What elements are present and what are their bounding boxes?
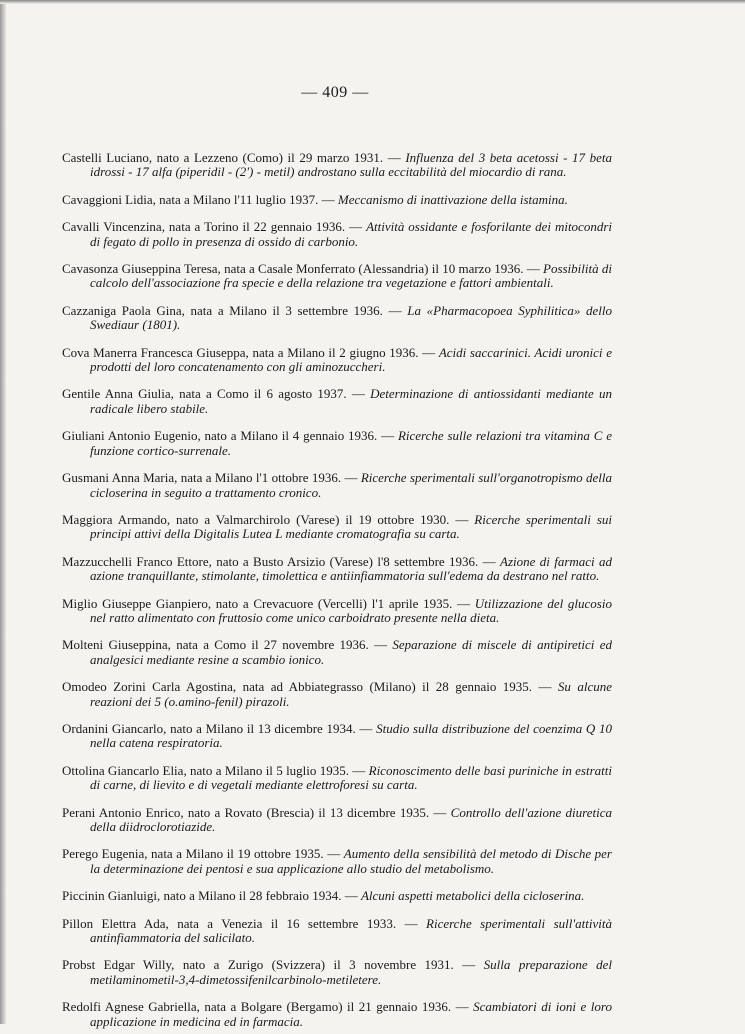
entry-author: Perego Eugenia, nata a Milano il 19 ottobre 1935. — xyxy=(62,846,344,862)
list-item xyxy=(62,471,612,500)
entry-title: Attività ossidante e fosforilante dei mitocondri di fegato di pollo in presenza di ossido di carbonio. xyxy=(90,219,612,249)
list-item xyxy=(62,722,612,751)
entry-title: Riconoscimento delle basi puriniche in estratti di carne, di lievito e di vegetali mediante elettroforesi su carta. xyxy=(90,762,612,793)
entry-author: Perani Antonio Enrico, nato a Rovato (Brescia) il 13 dicembre 1935. — xyxy=(62,804,451,820)
entry-author: Omodeo Zorini Carla Agostina, nata ad Abbiategrasso (Milano) il 28 gennaio 1935. — xyxy=(62,679,558,695)
entry-title: Separazione di miscele di antipiretici ed analgesici mediante resine a scambio ionico. xyxy=(90,637,612,667)
list-item xyxy=(62,513,612,542)
list-item xyxy=(62,262,612,291)
entry-author: Cazzaniga Paola Gina, nata a Milano il 3 settembre 1936. — xyxy=(62,302,408,318)
list-item xyxy=(62,597,612,626)
list-item xyxy=(62,638,612,667)
entry-author: Castelli Luciano, nato a Lezzeno (Como) il 29 marzo 1931. — xyxy=(62,150,406,165)
list-item xyxy=(62,429,612,458)
list-item xyxy=(62,847,612,876)
entry-author: Pillon Elettra Ada, nata a Venezia il 16 settembre 1933. — xyxy=(62,915,427,931)
entry-author: Probst Edgar Willy, nato a Zurigo (Svizzera) il 3 novembre 1931. — xyxy=(62,957,484,973)
entry-author: Cavaggioni Lidia, nata a Milano l'11 luglio 1937. — xyxy=(62,191,338,207)
entry-title: La «Pharmacopoea Syphilitica» dello Swediaur (1801). xyxy=(90,302,612,333)
entry-title: Sulla preparazione del metilaminometil-3,4-dimetossifenilcarbinolo-metiletere. xyxy=(90,957,612,987)
entry-title: Ricerche sperimentali sull'organotropismo della cicloserina in seguito a trattamento cronico. xyxy=(90,470,612,500)
entry-author: Gentile Anna Giulia, nata a Como il 6 agosto 1937. — xyxy=(62,386,371,402)
entry-author: Maggiora Armando, nato a Valmarchirolo (Varese) il 19 ottobre 1930. — xyxy=(62,511,475,527)
entry-title: Ricerche sperimentali sull'attività antinfiammatoria del salicilato. xyxy=(90,915,612,946)
entry-title: Studio sulla distribuzione del coenzima Q 10 nella catena respiratoria. xyxy=(90,720,612,751)
entry-author: Cova Manerra Francesca Giuseppa, nata a Milano il 2 giugno 1936. — xyxy=(62,344,439,360)
entry-title: Alcuni aspetti metabolici della cicloserina. xyxy=(360,888,585,904)
list-item xyxy=(62,806,612,835)
list-item xyxy=(62,151,612,180)
list-item xyxy=(62,346,612,375)
entry-author: Redolfi Agnese Gabriella, nata a Bolgare (Bergamo) il 21 gennaio 1936. — xyxy=(62,999,474,1015)
page-number: — 409 — xyxy=(301,84,369,101)
entry-author: Miglio Giuseppe Gianpiero, nato a Crevacuore (Vercelli) l'1 aprile 1935. — xyxy=(62,595,475,611)
entry-title: Scambiatori di ioni e loro applicazione in medicina ed in farmacia. xyxy=(90,999,612,1029)
thesis-list xyxy=(62,138,612,1034)
list-item xyxy=(62,387,612,416)
entry-title: Utilizzazione del glucosio nel ratto alimentato con fruttosio come unico carboidrato presente nella dieta. xyxy=(90,595,612,625)
list-item xyxy=(62,917,612,946)
entry-author: Piccinin Gianluigi, nato a Milano il 28 febbraio 1934. — xyxy=(62,888,361,904)
entry-author: Cavalli Vincenzina, nata a Torino il 22 gennaio 1936. — xyxy=(62,219,367,235)
entry-author: Ordanini Giancarlo, nato a Milano il 13 dicembre 1934. — xyxy=(62,720,377,736)
entry-title: Meccanismo di inattivazione della istamina. xyxy=(337,191,568,207)
scan-edge-left xyxy=(0,0,6,1024)
entry-title: Aumento della sensibilità del metodo di Dische per la determinazione dei pentosi e sua applicazione allo studio del metabolismo. xyxy=(90,846,612,876)
list-item xyxy=(62,764,612,793)
list-item xyxy=(62,220,612,249)
list-item xyxy=(62,889,612,903)
list-item xyxy=(62,958,612,987)
entry-author: Mazzucchelli Franco Ettore, nato a Busto Arsizio (Varese) l'8 settembre 1936. — xyxy=(62,553,500,569)
list-item xyxy=(62,304,612,333)
list-item xyxy=(62,1000,612,1029)
entry-author: Ottolina Giancarlo Elia, nato a Milano il 5 luglio 1935. — xyxy=(62,762,369,778)
entry-title: Azione di farmaci ad azione tranquillante, stimolante, timolettica e antiinfiammatoria sull'edema da destrano nel ratto. xyxy=(90,553,613,584)
entry-title: Ricerche sperimentali sui principi attivi della Digitalis Lutea L mediante cromatografia su carta. xyxy=(90,511,612,542)
list-item xyxy=(62,680,612,709)
scan-edge-top xyxy=(0,0,745,4)
entry-author: Cavasonza Giuseppina Teresa, nata a Casale Monferrato (Alessandria) il 10 marzo 1936. — xyxy=(62,261,543,277)
entry-title: Determinazione di antiossidanti mediante un radicale libero stabile. xyxy=(90,386,612,416)
entry-title: Su alcune reazioni dei 5 (o.amino-fenil) pirazoli. xyxy=(90,679,612,709)
entry-title: Possibilità di calcolo dell'associazione fra specie e della relazione tra vegetazione e fattori ambientali. xyxy=(90,261,612,291)
entry-author: Molteni Giuseppina, nata a Como il 27 novembre 1936. — xyxy=(62,637,393,653)
list-item xyxy=(62,555,612,584)
entry-title: Acidi saccarinici. Acidi uronici e prodotti del loro concatenamento con gli aminozuccheri. xyxy=(90,344,612,375)
entry-author: Giuliani Antonio Eugenio, nato a Milano il 4 gennaio 1936. — xyxy=(62,428,398,444)
entry-title: Influenza del 3 beta acetossi - 17 beta idrossi - 17 alfa (piperidil - (2') - metil) androstano sulla eccitabilità del miocardio di rana. xyxy=(90,150,612,180)
entry-author: Gusmani Anna Maria, nata a Milano l'1 ottobre 1936. — xyxy=(62,470,361,486)
entry-title: Controllo dell'azione diuretica della diidroclorotiazide. xyxy=(90,804,613,834)
list-item xyxy=(62,193,612,207)
entry-title: Ricerche sulle relazioni tra vitamina C e funzione cortico-surrenale. xyxy=(90,428,612,458)
